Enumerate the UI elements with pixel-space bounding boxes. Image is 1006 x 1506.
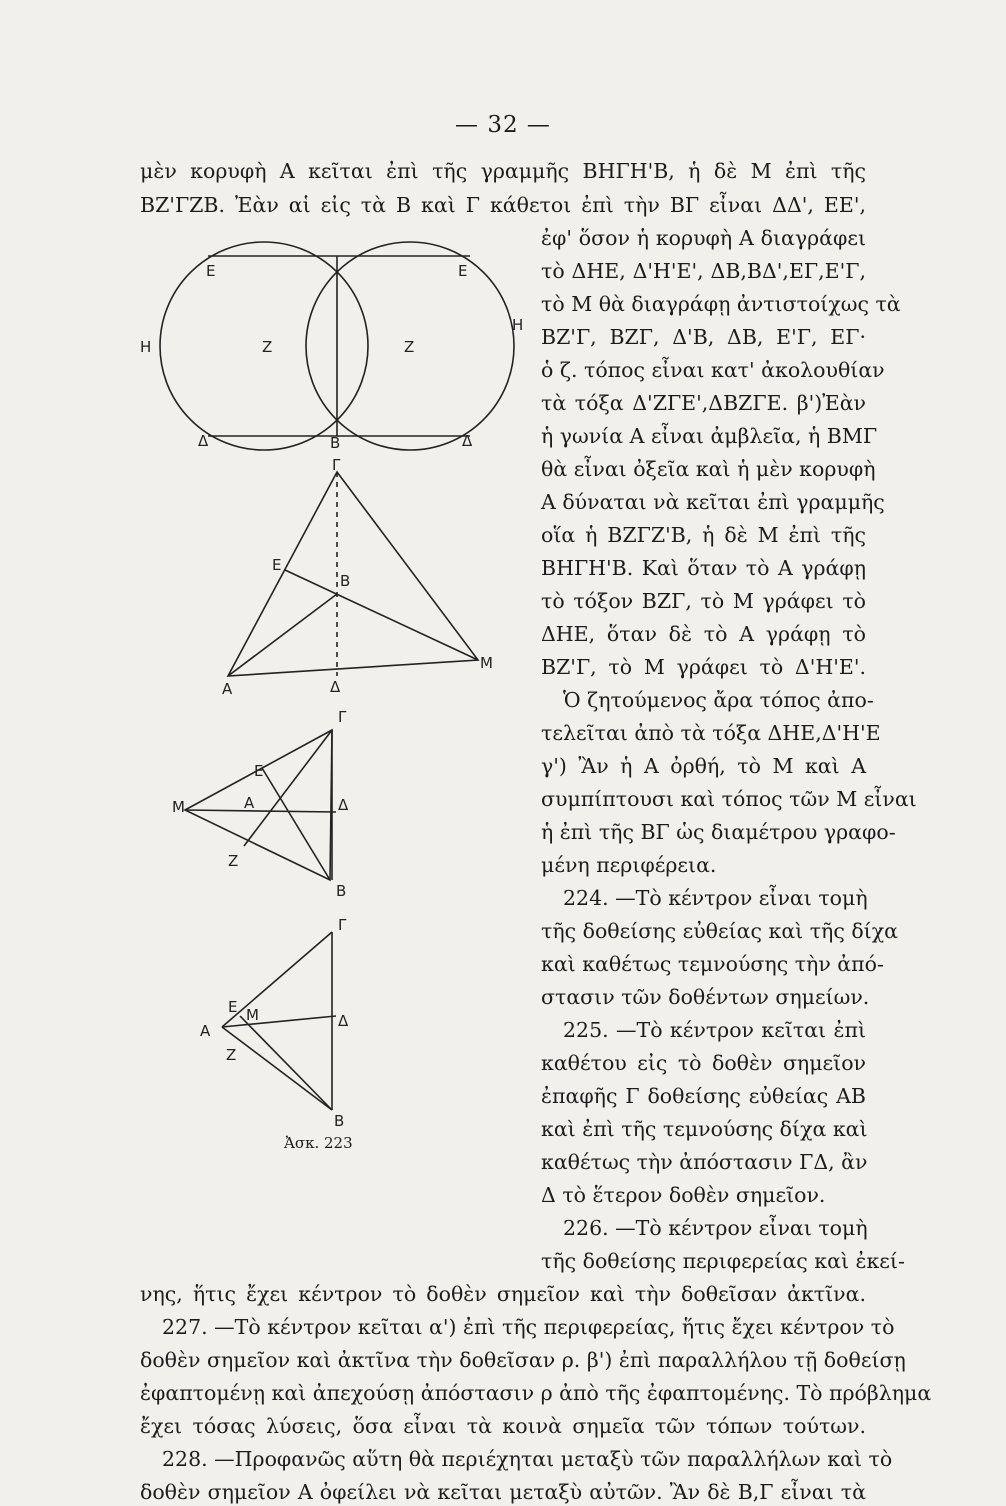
- triangle-3-line: [222, 1016, 336, 1027]
- label-M: Μ: [172, 798, 185, 816]
- triangle-3-line: [240, 1016, 332, 1110]
- label-M: Μ: [480, 654, 493, 672]
- text-line: Ὁ ζητούμενος ἄρα τόπος ἀπο-: [563, 688, 874, 712]
- triangle-1: [228, 472, 478, 676]
- triangle-1-line: [228, 594, 337, 676]
- label-H: Η: [140, 338, 152, 356]
- text-line: δοθὲν σημεῖον καὶ ἀκτῖνα τὴν δοθεῖσαν ρ. β') ἐπὶ παραλλήλου τῇ δοθείσῃ: [140, 1348, 906, 1372]
- text-line: Α δύναται νὰ κεῖται ἐπὶ γραμμῆς: [541, 490, 885, 514]
- label-B: Β: [340, 572, 351, 590]
- text-line: ἐφαπτομένῃ καὶ ἀπεχούσῃ ἀπόστασιν ρ ἀπὸ τῆς ἐφαπτομένης. Τὸ πρόβλημα: [140, 1381, 932, 1405]
- text-line: τελεῖται ἀπὸ τὰ τόξα ΔΗΕ,Δ'Η'Ε: [541, 721, 881, 745]
- text-line: καθέτως τὴν ἀπόστασιν ΓΔ, ἂν: [541, 1150, 868, 1174]
- text-line: ΒΗΓΗ'Β. Καὶ ὅταν τὸ Α γράφῃ: [541, 556, 866, 580]
- text-line: 227. —Τὸ κέντρον κεῖται α') ἐπὶ τῆς περιφερείας, ἥτις ἔχει κέντρον τὸ: [162, 1315, 895, 1339]
- label-A: Α: [244, 794, 255, 812]
- text-line: 224. —Τὸ κέντρον εἶναι τομὴ: [563, 886, 868, 910]
- text-line: τὸ Μ θὰ διαγράφῃ ἀντιστοίχως τὰ: [541, 292, 901, 316]
- text-line: ΒΖ'ΓΖΒ. Ἐὰν αἱ εἰς τὰ Β καὶ Γ κάθετοι ἐπὶ τὴν ΒΓ εἶναι ΔΔ', ΕΕ',: [140, 193, 866, 217]
- label-M: Μ: [246, 1006, 259, 1024]
- triangle-2-line: [185, 810, 336, 812]
- text-line: ἐπαφῆς Γ δοθείσης εὐθείας ΑΒ: [541, 1084, 866, 1108]
- label-D: Δ: [462, 432, 473, 450]
- label-E: Ε: [272, 556, 282, 574]
- triangle-1-line: [285, 570, 478, 660]
- text-line: καὶ καθέτως τεμνούσης τὴν ἀπό-: [541, 952, 884, 976]
- text-line: μένη περιφέρεια.: [541, 853, 717, 877]
- text-line: στασιν τῶν δοθέντων σημείων.: [541, 985, 870, 1009]
- label-D: Δ: [198, 432, 209, 450]
- text-line: ΔΗΕ, ὅταν δὲ τὸ Α γράφῃ τὸ: [541, 622, 866, 646]
- triangle-2-line: [244, 730, 332, 846]
- text-line: τὸ τόξον ΒΖΓ, τὸ Μ γράφει τὸ: [541, 589, 866, 613]
- figure-caption: Ἀσκ. 223: [284, 1134, 353, 1152]
- text-line: ἡ γωνία Α εἶναι ἀμβλεῖα, ἡ ΒΜΓ: [541, 424, 878, 448]
- text-line: συμπίπτουσι καὶ τόπος τῶν Μ εἶναι: [541, 787, 917, 811]
- text-line: ἐφ' ὅσον ἡ κορυφὴ Α διαγράφει: [541, 226, 866, 250]
- label-E: Ε: [206, 262, 216, 280]
- triangle-3-line: [222, 932, 332, 1027]
- label-Z: Ζ: [226, 1046, 237, 1064]
- label-E: Ε: [458, 262, 468, 280]
- label-H: Η: [512, 316, 524, 334]
- text-line: τὸ ΔΗΕ, Δ'Η'Ε', ΔΒ,ΒΔ',ΕΓ,Ε'Γ,: [541, 259, 866, 283]
- text-line: 228. —Προφανῶς αὕτη θὰ περιέχηται μεταξὺ τῶν παραλλήλων καὶ τὸ: [162, 1447, 893, 1471]
- text-line: ὁ ζ. τόπος εἶναι κατ' ἀκολουθίαν: [541, 358, 885, 382]
- text-line: μὲν κορυφὴ Α κεῖται ἐπὶ τῆς γραμμῆς ΒΗΓΗ'Β, ἡ δὲ Μ ἐπὶ τῆς: [140, 159, 866, 183]
- text-line: τὰ τόξα Δ'ΖΓΕ',ΔΒΖΓΕ. β')Ἐὰν: [541, 391, 866, 415]
- label-D: Δ: [338, 1012, 349, 1030]
- label-A: Α: [222, 680, 233, 698]
- label-D: Δ: [330, 678, 341, 696]
- label-B: Β: [336, 882, 347, 900]
- text-line: ἔχει τόσας λύσεις, ὅσα εἶναι τὰ κοινὰ σημεῖα τῶν τόπων τούτων.: [140, 1414, 866, 1438]
- text-line: καὶ ἐπὶ τῆς τεμνούσης δίχα καὶ: [541, 1117, 868, 1141]
- text-line: ΒΖ'Γ, τὸ Μ γράφει τὸ Δ'Η'Ε'.: [541, 655, 866, 679]
- label-E: Ε: [228, 998, 238, 1016]
- label-G: Γ: [332, 456, 341, 474]
- text-line: 225. —Τὸ κέντρον κεῖται ἐπὶ: [563, 1018, 866, 1042]
- text-line: ἡ ἐπὶ τῆς ΒΓ ὡς διαμέτρου γραφο-: [541, 820, 896, 844]
- text-line: γ') Ἂν ἡ Α ὀρθή, τὸ Μ καὶ Α: [541, 754, 866, 778]
- label-Z: Ζ: [404, 338, 415, 356]
- label-D: Δ: [338, 796, 349, 814]
- text-line: 226. —Τὸ κέντρον εἶναι τομὴ: [563, 1216, 868, 1240]
- label-A: Α: [200, 1022, 211, 1040]
- text-line: ΒΖ'Γ, ΒΖΓ, Δ'Β, ΔΒ, Ε'Γ, ΕΓ·: [541, 325, 866, 349]
- label-B: Β: [334, 1112, 345, 1130]
- text-line: τῆς δοθείσης περιφερείας καὶ ἐκεί-: [541, 1249, 905, 1273]
- page-number: — 32 —: [455, 112, 551, 138]
- text-line: καθέτου εἰς τὸ δοθὲν σημεῖον: [541, 1051, 866, 1075]
- text-line: Δ τὸ ἕτερον δοθὲν σημεῖον.: [541, 1183, 826, 1207]
- label-B: Β: [330, 434, 341, 452]
- label-G: Γ: [338, 916, 347, 934]
- triangle-2: [185, 730, 332, 880]
- triangle-3-line: [222, 1027, 332, 1110]
- label-Z: Ζ: [262, 338, 273, 356]
- text-line: οἵα ἡ ΒΖΓΖ'Β, ἡ δὲ Μ ἐπὶ τῆς: [541, 523, 866, 547]
- label-Z: Ζ: [228, 852, 239, 870]
- text-line: δοθὲν σημεῖον Α ὀφείλει νὰ κεῖται μεταξὺ αὐτῶν. Ἂν δὲ Β,Γ εἶναι τὰ: [140, 1480, 866, 1504]
- text-line: θὰ εἶναι ὀξεῖα καὶ ἡ μὲν κορυφὴ: [541, 457, 876, 481]
- label-E: Ε: [254, 762, 264, 780]
- text-line: νης, ἥτις ἔχει κέντρον τὸ δοθὲν σημεῖον καὶ τὴν δοθεῖσαν ἀκτῖνα.: [140, 1282, 866, 1306]
- text-line: τῆς δοθείσης εὐθείας καὶ τῆς δίχα: [541, 919, 898, 943]
- label-G: Γ: [338, 708, 347, 726]
